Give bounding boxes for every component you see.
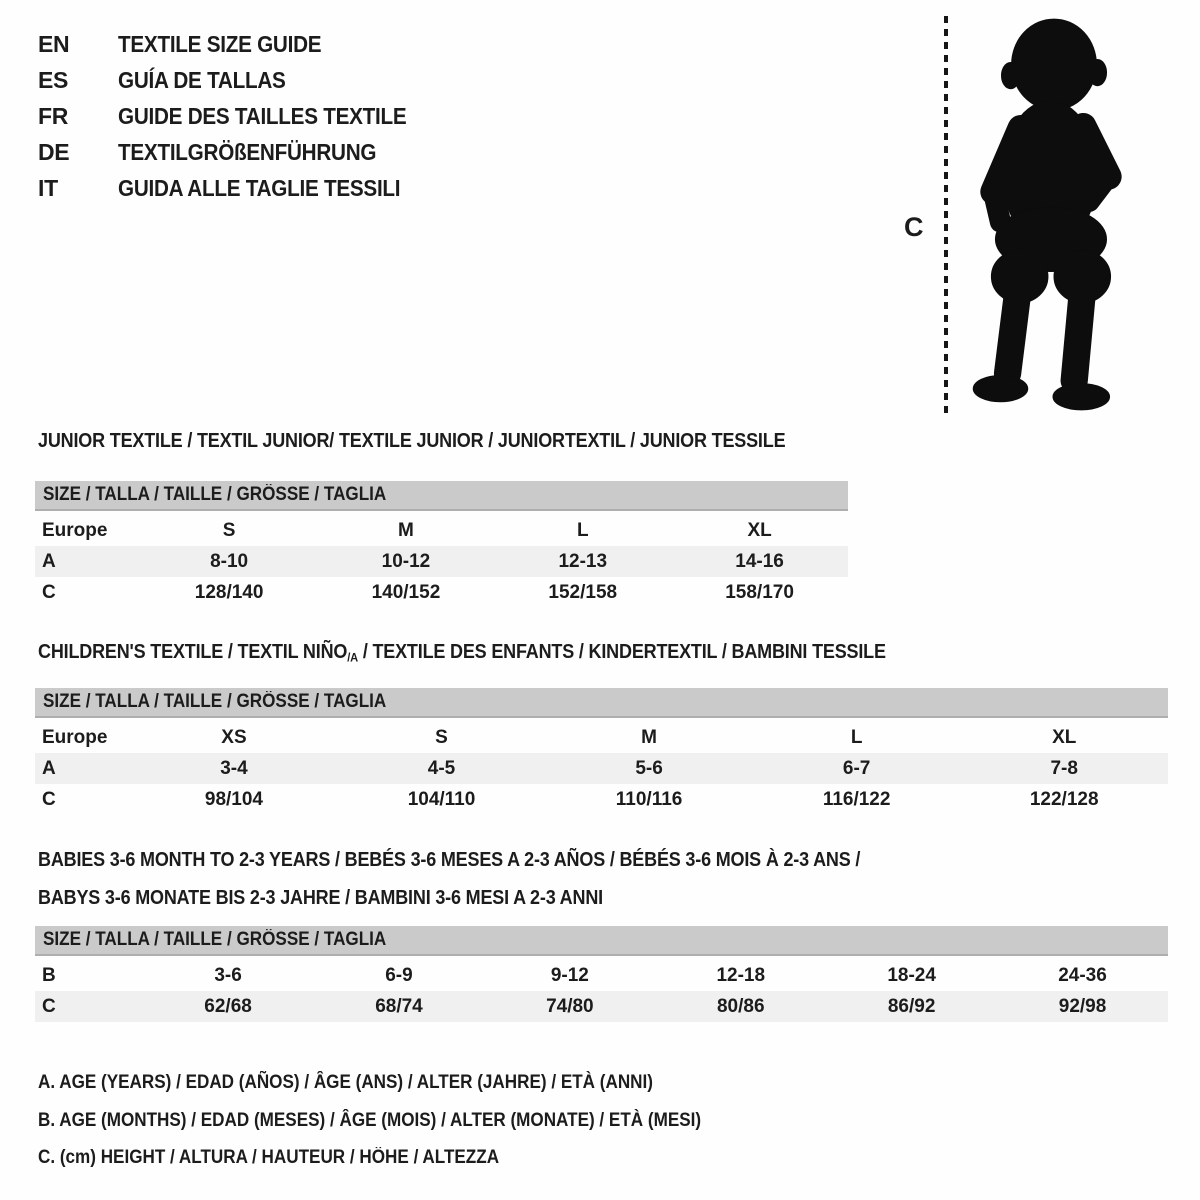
age-cell: 5-6 bbox=[635, 757, 663, 779]
language-row-it bbox=[38, 170, 439, 206]
size-cell: L bbox=[576, 519, 589, 541]
row-label: A bbox=[42, 757, 56, 779]
footnote-a: A. AGE (YEARS) / EDAD (AÑOS) / ÂGE (ANS) / ALTER (JAHRE) / ETÀ (ANNI) bbox=[38, 1072, 653, 1093]
table-row-europe bbox=[35, 722, 1168, 753]
table-row-height bbox=[35, 784, 1168, 815]
guide-title-fr: GUIDE DES TAILLES TEXTILE bbox=[118, 102, 407, 129]
height-cell: 98/104 bbox=[204, 788, 264, 810]
age-cell: 7-8 bbox=[1050, 757, 1078, 779]
size-header-bar: SIZE / TALLA / TAILLE / GRÖSSE / TAGLIA bbox=[35, 926, 1168, 956]
height-cell: 140/152 bbox=[371, 581, 441, 603]
age-cell: 3-4 bbox=[220, 757, 248, 779]
height-cell: 74/80 bbox=[546, 995, 594, 1017]
language-row-de bbox=[38, 134, 439, 170]
language-title-list bbox=[38, 26, 439, 206]
age-cell: 4-5 bbox=[427, 757, 456, 779]
language-row-en bbox=[38, 26, 439, 62]
height-cell: 122/128 bbox=[1029, 788, 1099, 810]
language-code: IT bbox=[38, 174, 58, 201]
age-cell: 8-10 bbox=[210, 550, 249, 572]
junior-section-title: JUNIOR TEXTILE / TEXTIL JUNIOR/ TEXTILE JUNIOR / JUNIORTEXTIL / JUNIOR TESSILE bbox=[38, 430, 786, 452]
children-section-title: CHILDREN'S TEXTILE / TEXTIL NIÑO/A / TEXTILE DES ENFANTS / KINDERTEXTIL / BAMBINI TESSILE bbox=[38, 641, 886, 665]
height-cell: 62/68 bbox=[204, 995, 252, 1017]
size-cell: S bbox=[222, 519, 236, 541]
size-cell: XS bbox=[221, 726, 247, 748]
language-code: EN bbox=[38, 30, 70, 57]
age-cell: 6-7 bbox=[842, 757, 871, 779]
footnote-b: B. AGE (MONTHS) / EDAD (MESES) / ÂGE (MOIS) / ALTER (MONATE) / ETÀ (MESI) bbox=[38, 1110, 702, 1131]
language-row-fr bbox=[38, 98, 439, 134]
size-header-bar: SIZE / TALLA / TAILLE / GRÖSSE / TAGLIA bbox=[35, 481, 848, 511]
table-row-age bbox=[35, 546, 848, 577]
language-row-es bbox=[38, 62, 439, 98]
toddler-silhouette-icon bbox=[956, 12, 1151, 426]
size-cell: M bbox=[398, 519, 414, 541]
junior-size-table bbox=[35, 481, 848, 608]
language-code: FR bbox=[38, 102, 69, 129]
height-measure-label: C bbox=[904, 212, 924, 242]
height-cell: 92/98 bbox=[1058, 995, 1107, 1017]
guide-title-de: TEXTILGRÖßENFÜHRUNG bbox=[118, 138, 377, 165]
height-cell: 104/110 bbox=[407, 788, 476, 810]
row-label: Europe bbox=[42, 519, 108, 541]
table-row-age bbox=[35, 753, 1168, 784]
age-cell: 10-12 bbox=[381, 550, 431, 572]
size-cell: M bbox=[641, 726, 657, 748]
height-cell: 110/116 bbox=[615, 788, 683, 810]
table-row-europe bbox=[35, 515, 848, 546]
row-label: A bbox=[42, 550, 56, 572]
table-row-height bbox=[35, 991, 1168, 1022]
size-cell: S bbox=[435, 726, 448, 748]
height-cell: 158/170 bbox=[725, 581, 794, 603]
row-label: C bbox=[42, 581, 56, 603]
language-code: DE bbox=[38, 138, 70, 165]
footnote-c: C. (cm) HEIGHT / ALTURA / HAUTEUR / HÖHE / ALTEZZA bbox=[38, 1147, 500, 1168]
height-cell: 86/92 bbox=[887, 995, 936, 1017]
age-cell: 6-9 bbox=[385, 964, 413, 986]
guide-title-it: GUIDA ALLE TAGLIE TESSILI bbox=[118, 174, 401, 201]
guide-title-es: GUÍA DE TALLAS bbox=[118, 66, 286, 93]
height-cell: 68/74 bbox=[375, 995, 423, 1017]
age-cell: 12-13 bbox=[558, 550, 608, 572]
age-cell: 9-12 bbox=[550, 964, 589, 986]
guide-title-en: TEXTILE SIZE GUIDE bbox=[118, 30, 322, 57]
height-cell: 128/140 bbox=[194, 581, 264, 603]
age-cell: 24-36 bbox=[1058, 964, 1107, 986]
language-code: ES bbox=[38, 66, 69, 93]
row-label: Europe bbox=[42, 726, 108, 748]
age-cell: 3-6 bbox=[214, 964, 242, 986]
height-measure-dashed-line-icon bbox=[944, 16, 948, 418]
size-cell: L bbox=[850, 726, 863, 748]
height-cell: 80/86 bbox=[716, 995, 765, 1017]
height-cell: 152/158 bbox=[548, 581, 618, 603]
babies-section-title-line2: BABYS 3-6 MONATE BIS 2-3 JAHRE / BAMBINI 3-6 MESI A 2-3 ANNI bbox=[38, 887, 603, 909]
size-cell: XL bbox=[747, 519, 772, 541]
height-cell: 116/122 bbox=[822, 788, 891, 810]
age-cell: 18-24 bbox=[887, 964, 936, 986]
children-size-table bbox=[35, 688, 1168, 815]
nino-a-subscript: /A bbox=[347, 650, 359, 665]
age-cell: 12-18 bbox=[716, 964, 766, 986]
table-row-height bbox=[35, 577, 848, 608]
size-cell: XL bbox=[1052, 726, 1077, 748]
row-label: C bbox=[42, 995, 56, 1017]
size-header-bar: SIZE / TALLA / TAILLE / GRÖSSE / TAGLIA bbox=[35, 688, 1168, 718]
table-row-age-months bbox=[35, 960, 1168, 991]
age-cell: 14-16 bbox=[735, 550, 784, 572]
row-label: B bbox=[42, 964, 56, 986]
babies-size-table bbox=[35, 926, 1168, 1022]
row-label: C bbox=[42, 788, 56, 810]
babies-section-title-line1: BABIES 3-6 MONTH TO 2-3 YEARS / BEBÉS 3-6 MESES A 2-3 AÑOS / BÉBÉS 3-6 MOIS À 2-3 ANS / bbox=[38, 849, 861, 871]
